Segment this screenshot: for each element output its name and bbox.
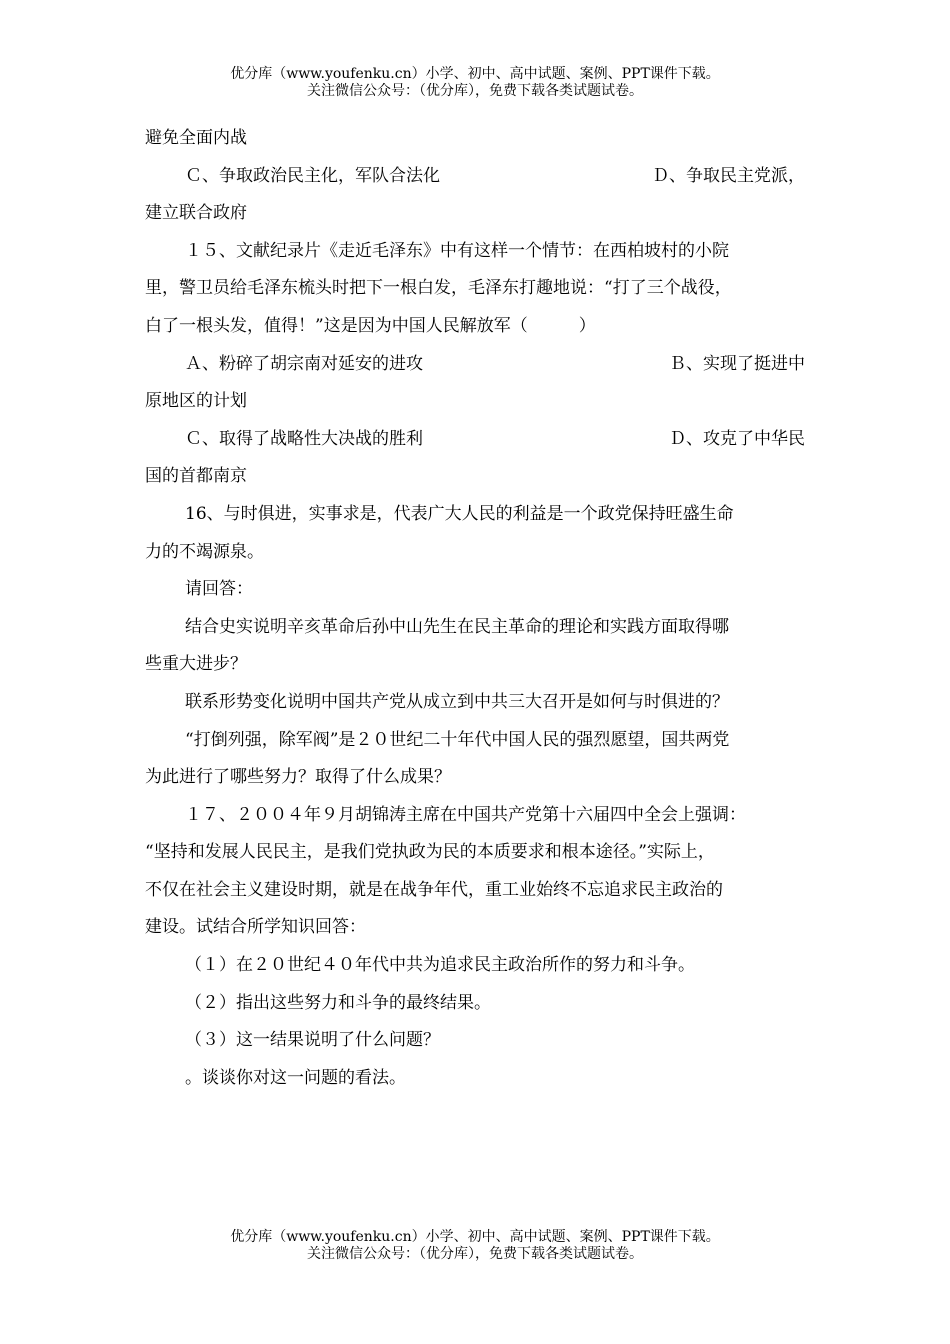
- text-line: 结合史实说明辛亥革命后孙中山先生在民主革命的理论和实践方面取得哪: [185, 616, 729, 637]
- option-row: [145, 421, 815, 459]
- sub-question-2: （２）指出这些努力和斗争的最终结果。: [185, 992, 491, 1013]
- text-line: 力的不竭源泉。: [145, 541, 264, 562]
- text-line: 建立联合政府: [145, 203, 247, 224]
- question-17: １７、２００４年９月胡锦涛主席在中国共产党第十六届四中全会上强调：: [185, 804, 746, 825]
- text-line: 里，警卫员给毛泽东梳头时把下一根白发，毛泽东打趣地说：“打了三个战役，: [145, 278, 732, 299]
- option-row: [145, 346, 815, 384]
- sub-question-1: （１）在２０世纪４０年代中共为追求民主政治所作的努力和斗争。: [185, 955, 695, 976]
- header-line-2: 关注微信公众号：（优分库），免费下载各类试题试卷。: [307, 83, 643, 99]
- text-line: “坚持和发展人民民主，是我们党执政为民的本质要求和根本途径。”实际上，: [145, 842, 715, 863]
- option-d: Ｄ、争取民主党派，: [652, 165, 805, 186]
- option-d: Ｄ、攻克了中华民: [669, 428, 805, 449]
- text-line: 建设。试结合所学知识回答：: [145, 917, 366, 938]
- option-a: Ａ、粉碎了胡宗南对延安的进攻: [185, 353, 423, 374]
- text-line: 请回答：: [185, 579, 253, 600]
- text-line: 些重大进步？: [145, 654, 247, 675]
- footer-line-1: 优分库（www.youfenku.cn）小学、初中、高中试题、案例、PPT课件下载。: [230, 1229, 720, 1245]
- option-row: [145, 158, 815, 196]
- sub-question-4: 。谈谈你对这一问题的看法。: [185, 1067, 406, 1088]
- question-16: 16、与时俱进，实事求是，代表广大人民的利益是一个政党保持旺盛生命: [185, 503, 734, 524]
- text-line: 为此进行了哪些努力？取得了什么成果？: [145, 767, 451, 788]
- text-line: 避免全面内战: [145, 128, 247, 148]
- option-b: Ｂ、实现了挺进中: [669, 353, 805, 374]
- sub-question-3: （３）这一结果说明了什么问题？: [185, 1030, 440, 1051]
- text-line: 联系形势变化说明中国共产党从成立到中共三大召开是如何与时俱进的？: [185, 691, 729, 712]
- page-footer: [0, 1229, 950, 1263]
- page-header: [0, 66, 950, 100]
- text-line: 国的首都南京: [145, 466, 247, 487]
- option-c: Ｃ、争取政治民主化，军队合法化: [185, 165, 440, 186]
- option-c: Ｃ、取得了战略性大决战的胜利: [185, 428, 423, 449]
- footer-line-2: 关注微信公众号：（优分库），免费下载各类试题试卷。: [307, 1246, 643, 1262]
- document-body: [145, 120, 815, 1097]
- text-line: 不仅在社会主义建设时期，就是在战争年代，重工业始终不忘追求民主政治的: [145, 879, 723, 900]
- text-line: “打倒列强，除军阀”是２０世纪二十年代中国人民的强烈愿望，国共两党: [185, 729, 730, 750]
- question-15: １５、文献纪录片《走近毛泽东》中有这样一个情节：在西柏坡村的小院: [185, 240, 729, 261]
- text-line: 原地区的计划: [145, 391, 247, 412]
- text-line: 白了一根头发，值得！”这是因为中国人民解放军（ ）: [145, 315, 596, 336]
- header-line-1: 优分库（www.youfenku.cn）小学、初中、高中试题、案例、PPT课件下载。: [230, 66, 720, 82]
